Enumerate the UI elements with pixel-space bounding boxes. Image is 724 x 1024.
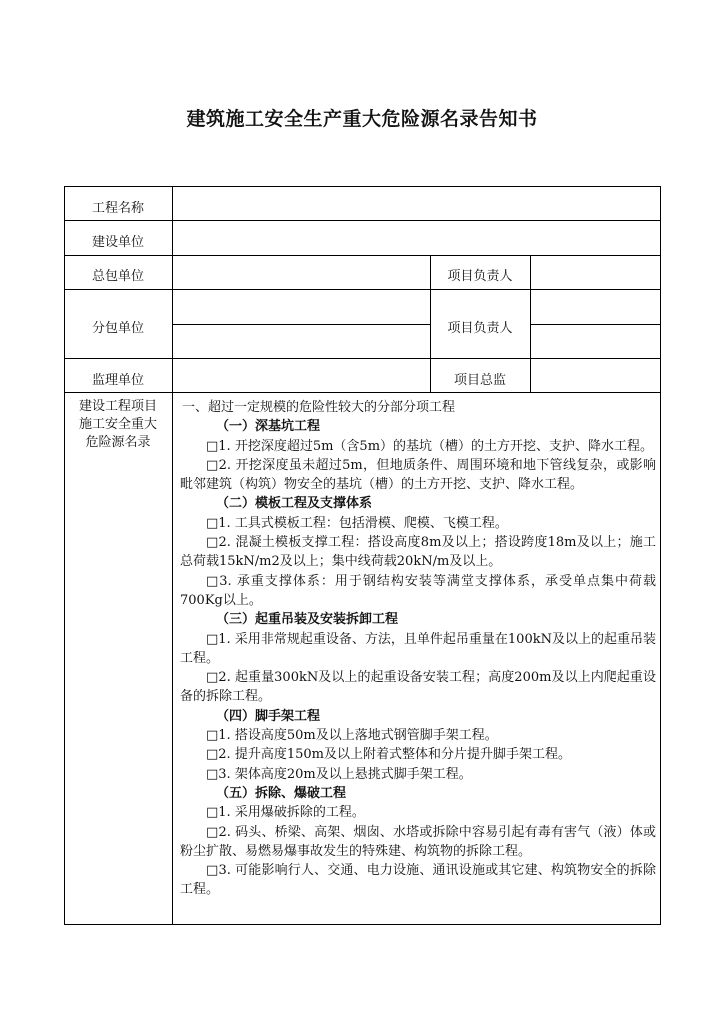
row-divider xyxy=(64,392,661,393)
column-divider xyxy=(530,255,531,392)
supervisor-field[interactable] xyxy=(174,360,428,391)
checklist-item[interactable]: □1. 搭设高度50m及以上落地式钢管脚手架工程。 xyxy=(206,728,498,744)
row-divider xyxy=(64,289,661,290)
checklist-item[interactable]: □3. 可能影响行人、交通、电力设施、通讯设施或其它建、构筑物安全的拆除工程。 xyxy=(180,863,656,898)
general-contractor-manager-label: 项目负责人 xyxy=(447,269,513,284)
checklist-item[interactable]: □2. 开挖深度虽未超过5m，但地质条件、周围环境和地下管线复杂，或影响毗邻建筑（构筑）物安全的基坑（槽）的土方开挖、支护、降水工程。 xyxy=(180,457,656,493)
section-heading: （二）模板工程及支撑体系 xyxy=(216,496,373,512)
hazard-list-content xyxy=(180,398,656,900)
subcontractor-manager-field[interactable] xyxy=(532,326,659,357)
general-contractor-field[interactable] xyxy=(174,257,428,288)
supervisor-label: 监理单位 xyxy=(91,373,144,388)
builder-label: 建设单位 xyxy=(91,235,144,250)
chief-supervisor-field[interactable] xyxy=(532,360,659,391)
section-heading: （四）脚手架工程 xyxy=(216,708,321,724)
column-divider xyxy=(172,186,173,925)
row-divider xyxy=(64,220,661,221)
checklist-item[interactable]: □1. 工具式模板工程：包括滑模、爬模、飞模工程。 xyxy=(206,515,508,531)
checklist-item[interactable]: □2. 混凝土模板支撑工程：搭设高度8m及以上；搭设跨度18m及以上；施工总荷载15kN/m2及以上；集中线荷载20kN/m及以上。 xyxy=(180,535,656,570)
subcontractor-manager-field[interactable] xyxy=(532,291,659,323)
builder-field[interactable] xyxy=(174,222,659,254)
hazard-list-label-text: 建设工程项目施工安全重大危险源名录 xyxy=(78,399,157,450)
section-heading: （五）拆除、爆破工程 xyxy=(216,785,347,801)
chief-supervisor-label: 项目总监 xyxy=(453,373,506,388)
row-divider xyxy=(64,255,661,256)
intro-heading: 一、超过一定规模的危险性较大的分部分项工程 xyxy=(182,400,456,415)
subcontractor-field[interactable] xyxy=(174,326,428,357)
subcontractor-field[interactable] xyxy=(174,291,428,323)
hazard-list-label xyxy=(64,398,172,452)
checklist-item[interactable]: □2. 起重量300kN及以上的起重设备安装工程；高度200m及以上内爬起重设备的拆除工程。 xyxy=(180,670,656,705)
general-contractor-label: 总包单位 xyxy=(91,269,144,284)
document-title: 建筑施工安全生产重大危险源名录告知书 xyxy=(186,108,538,130)
checklist-item[interactable]: □2. 码头、桥梁、高架、烟囱、水塔或拆除中容易引起有毒有害气（液）体或粉尘扩散、易燃易爆事故发生的特殊建、构筑物的拆除工程。 xyxy=(180,824,656,859)
row-divider xyxy=(172,324,430,325)
checklist-item[interactable]: □1. 采用爆破拆除的工程。 xyxy=(206,805,365,821)
section-heading: （一）深基坑工程 xyxy=(216,419,321,435)
checklist-item[interactable]: □2. 提升高度150m及以上附着式整体和分片提升脚手架工程。 xyxy=(206,747,571,763)
checklist-item[interactable]: □3. 架体高度20m及以上悬挑式脚手架工程。 xyxy=(206,766,472,782)
checklist-item[interactable]: □3. 承重支撑体系：用于钢结构安装等满堂支撑体系，承受单点集中荷载700Kg以上。 xyxy=(180,573,656,608)
project-name-field[interactable] xyxy=(174,188,659,219)
general-contractor-manager-field[interactable] xyxy=(532,257,659,288)
section-heading: （三）起重吊装及安装拆卸工程 xyxy=(216,612,399,628)
subcontractor-manager-label: 项目负责人 xyxy=(447,321,513,336)
checklist-item[interactable]: □1. 采用非常规起重设备、方法，且单件起吊重量在100kN及以上的起重吊装工程。 xyxy=(180,631,656,666)
project-name-label: 工程名称 xyxy=(91,201,144,216)
row-divider xyxy=(530,324,661,325)
row-divider xyxy=(64,358,661,359)
subcontractor-label: 分包单位 xyxy=(91,321,144,336)
checklist-item[interactable]: □1. 开挖深度超过5m（含5m）的基坑（槽）的土方开挖、支护、降水工程。 xyxy=(206,438,654,454)
